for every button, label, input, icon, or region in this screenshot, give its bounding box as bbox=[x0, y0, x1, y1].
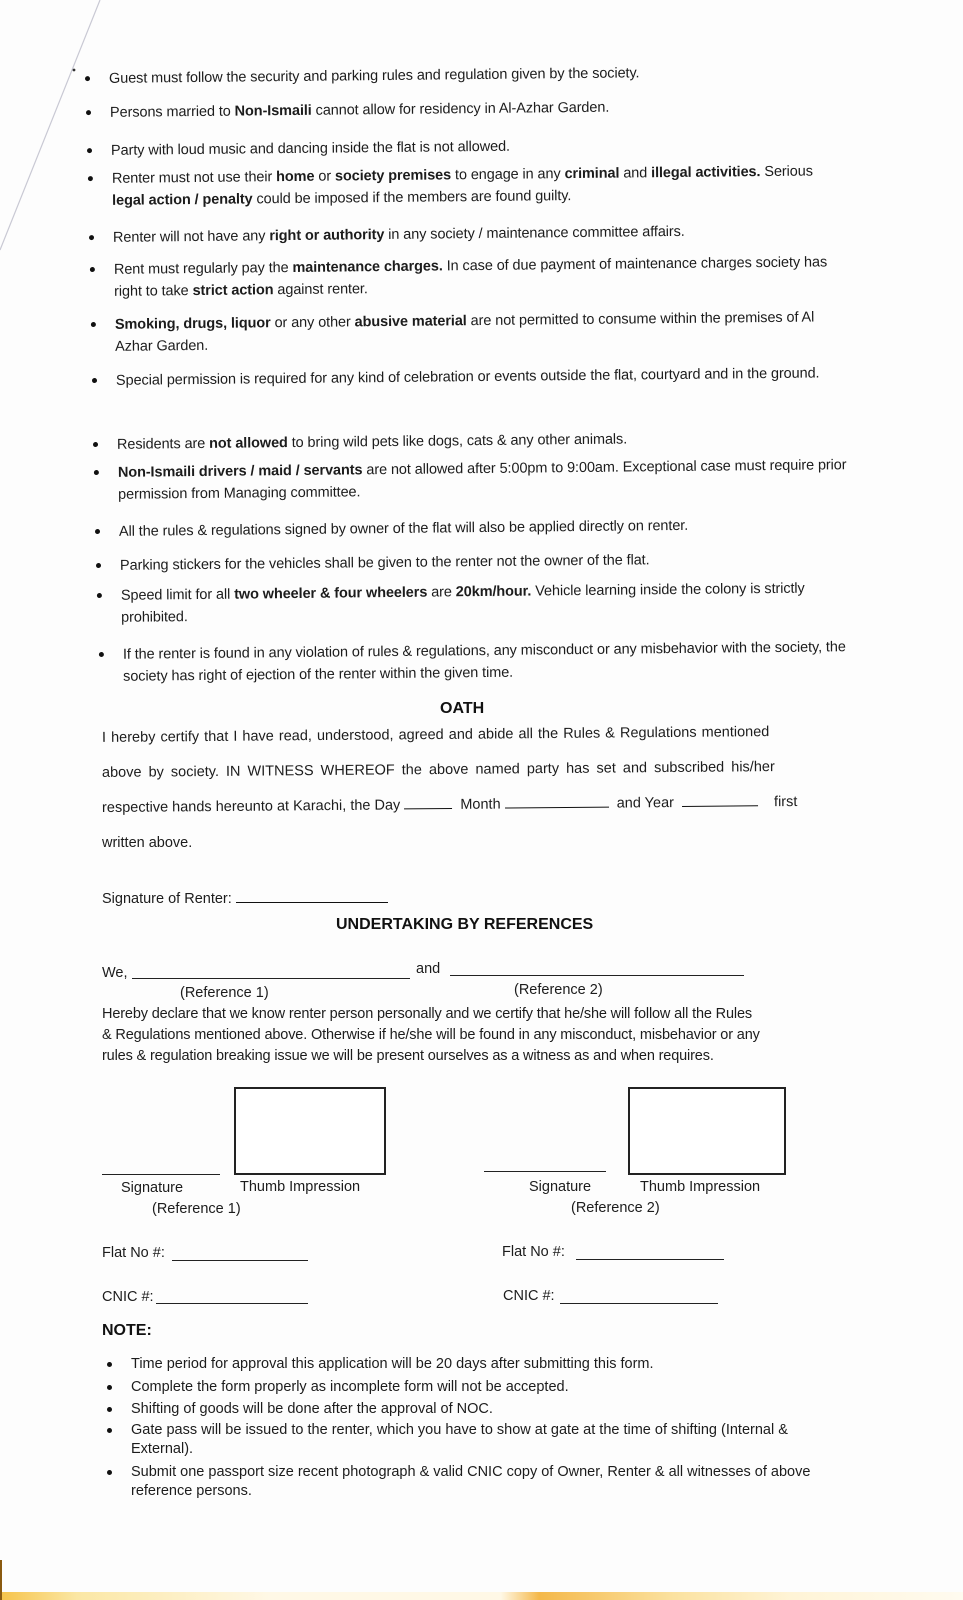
bullet-icon bbox=[92, 378, 97, 383]
bullet-icon bbox=[95, 529, 100, 534]
rule-item: Guest must follow the security and parking rules and regulation given by the society. bbox=[109, 60, 849, 90]
note-item: Gate pass will be issued to the renter, which you have to show at gate at the time of shifting (Internal & External). bbox=[131, 1421, 846, 1459]
reference-1-flat-label: Flat No #: bbox=[102, 1245, 165, 1261]
bullet-icon bbox=[86, 110, 91, 115]
rule-item: Parking stickers for the vehicles shall be given to the renter not the owner of the flat. bbox=[120, 547, 850, 577]
rule-item: Residents are not allowed to bring wild pets like dogs, cats & any other animals. bbox=[117, 426, 849, 456]
reference-2-name-field[interactable] bbox=[450, 975, 744, 976]
bullet-icon bbox=[91, 322, 96, 327]
bullet-icon bbox=[94, 470, 99, 475]
bullet-icon bbox=[107, 1428, 112, 1433]
reference-1-thumb-label: Thumb Impression bbox=[240, 1179, 361, 1195]
oath-line-3 bbox=[102, 791, 797, 816]
rule-item: Party with loud music and dancing inside the flat is not allowed. bbox=[111, 132, 851, 162]
bullet-icon bbox=[107, 1362, 112, 1367]
reference-2-cnic-field[interactable] bbox=[560, 1303, 718, 1304]
reference-2-cnic-label: CNIC #: bbox=[503, 1288, 555, 1304]
note-item: Shifting of goods will be done after the approval of NOC. bbox=[131, 1400, 851, 1419]
bullet-icon bbox=[99, 652, 104, 657]
reference-1-signature-label: Signature bbox=[121, 1180, 184, 1196]
reference-2-flat-label: Flat No #: bbox=[502, 1244, 565, 1260]
oath-title: OATH bbox=[440, 700, 485, 717]
renter-signature-row bbox=[102, 888, 388, 907]
reference-2-signature-label: Signature bbox=[529, 1179, 592, 1195]
undertaking-title: UNDERTAKING BY REFERENCES bbox=[336, 916, 594, 933]
declaration-line-3: rules & regulation breaking issue we will be present ourselves as a witness as and when requires. bbox=[102, 1048, 714, 1064]
renter-signature-label: Signature of Renter: bbox=[102, 891, 232, 907]
reference-1-cnic-label: CNIC #: bbox=[102, 1289, 154, 1305]
reference-1-signature-field[interactable] bbox=[102, 1174, 220, 1175]
oath-first-label: first bbox=[773, 793, 798, 811]
rule-item: Smoking, drugs, liquor or any other abusive material are not permitted to consume within the premises of Al Azhar Garden. bbox=[115, 306, 847, 358]
declaration-line-2: & Regulations mentioned above. Otherwise if he/she will be found in any misconduct, misbehavior or any bbox=[102, 1027, 760, 1043]
day-field[interactable] bbox=[404, 794, 452, 809]
rule-item: Persons married to Non-Ismaili cannot allow for residency in Al-Azhar Garden. bbox=[110, 94, 850, 124]
bullet-icon bbox=[90, 267, 95, 272]
reference-1-thumb-impression-box[interactable] bbox=[234, 1087, 386, 1175]
rule-item: Renter must not use their home or society premises to engage in any criminal and illegal activities. Serious legal action / penalty could be imposed if the members are found guilty. bbox=[112, 160, 847, 212]
bottom-edge-strip bbox=[0, 1592, 963, 1600]
reference-2-thumb-impression-box[interactable] bbox=[628, 1087, 786, 1175]
note-item: Submit one passport size recent photograph & valid CNIC copy of Owner, Renter & all witnesses of above reference persons. bbox=[131, 1463, 846, 1501]
oath-month-label: Month bbox=[460, 796, 501, 813]
bullet-icon bbox=[93, 442, 98, 447]
bullet-icon bbox=[87, 148, 92, 153]
bullet-icon bbox=[107, 1385, 112, 1390]
bullet-icon bbox=[97, 593, 102, 598]
oath-line-1: I hereby certify that I have read, understood, agreed and abide all the Rules & Regulations mentioned bbox=[101, 724, 770, 746]
note-title: NOTE: bbox=[102, 1322, 152, 1339]
bullet-icon bbox=[89, 235, 94, 240]
reference-1-cnic-field[interactable] bbox=[156, 1303, 308, 1304]
rule-item: Special permission is required for any kind of celebration or events outside the flat, courtyard and in the ground. bbox=[116, 362, 848, 392]
bullet-icon bbox=[96, 563, 101, 568]
note-item: Complete the form properly as incomplete form will not be accepted. bbox=[131, 1378, 851, 1397]
rule-item: If the renter is found in any violation of rules & regulations, any misconduct or any misbehavior with the society, the society has right of ejection of the renter within the given time. bbox=[123, 636, 848, 688]
oath-day-label: respective hands hereunto at Karachi, the Day bbox=[101, 797, 401, 817]
rule-item: Non-Ismaili drivers / maid / servants are not allowed after 5:00pm to 9:00am. Exceptional case must require prior permission from Managing committee. bbox=[118, 454, 848, 506]
note-item: Time period for approval this application will be 20 days after submitting this form. bbox=[131, 1355, 851, 1374]
bullet-icon bbox=[107, 1407, 112, 1412]
rule-item: Renter will not have any right or authority in any society / maintenance committee affairs. bbox=[113, 219, 848, 249]
rule-item: Rent must regularly pay the maintenance charges. In case of due payment of maintenance charges society has right to take strict action against renter. bbox=[114, 251, 846, 303]
oath-line-4: written above. bbox=[102, 835, 193, 851]
reference-1-caption: (Reference 1) bbox=[180, 985, 269, 1001]
left-edge-shadow bbox=[0, 1560, 2, 1600]
reference-2-caption: (Reference 2) bbox=[514, 982, 603, 998]
oath-year-label: and Year bbox=[616, 795, 675, 812]
we-label: We, bbox=[102, 965, 128, 981]
page-fold-edge bbox=[0, 0, 110, 260]
reference-2-block-caption: (Reference 2) bbox=[571, 1200, 660, 1216]
reference-2-flat-field[interactable] bbox=[576, 1259, 724, 1260]
oath-line-2: above by society. IN WITNESS WHEREOF the above named party has set and subscribed his/her bbox=[101, 759, 775, 781]
reference-1-name-field[interactable] bbox=[132, 978, 410, 979]
declaration-line-1: Hereby declare that we know renter person personally and we certify that he/she will follow all the Rules bbox=[102, 1006, 752, 1022]
reference-2-signature-field[interactable] bbox=[484, 1171, 606, 1172]
reference-1-flat-field[interactable] bbox=[172, 1260, 308, 1261]
bullet-icon bbox=[85, 76, 90, 81]
reference-1-block-caption: (Reference 1) bbox=[152, 1201, 241, 1217]
bullet-icon bbox=[107, 1470, 112, 1475]
and-label: and bbox=[416, 961, 441, 977]
bullet-icon bbox=[88, 176, 93, 181]
rule-item: Speed limit for all two wheeler & four wheelers are 20km/hour. Vehicle learning inside the colony is strictly prohibited. bbox=[121, 577, 848, 629]
year-field[interactable] bbox=[682, 791, 758, 807]
month-field[interactable] bbox=[505, 793, 609, 809]
reference-2-thumb-label: Thumb Impression bbox=[640, 1179, 761, 1195]
renter-signature-field[interactable] bbox=[236, 888, 388, 903]
rule-item: All the rules & regulations signed by owner of the flat will also be applied directly on renter. bbox=[119, 513, 849, 543]
